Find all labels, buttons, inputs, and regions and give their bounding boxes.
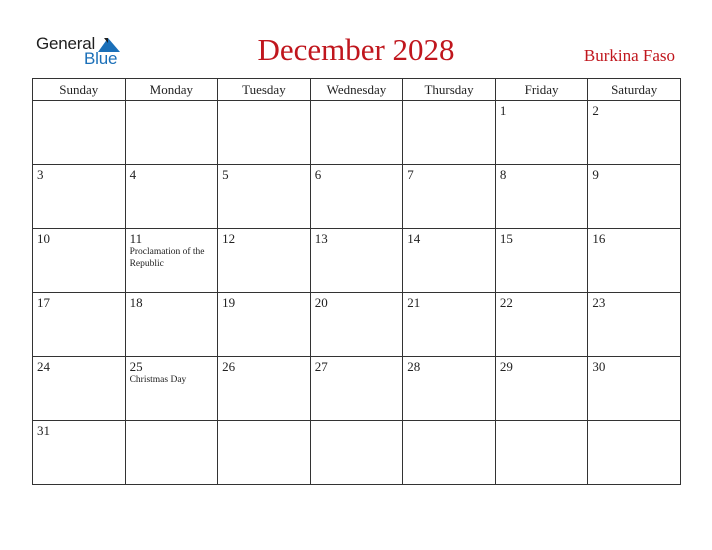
day-cell (125, 101, 218, 165)
week-row (33, 165, 681, 229)
weekday-header-wednesday: Wednesday (310, 79, 403, 101)
day-number: 5 (222, 167, 229, 182)
weekday-header-row (33, 79, 681, 101)
day-cell (495, 357, 588, 421)
day-number: 15 (499, 231, 513, 246)
day-cell (218, 229, 311, 293)
day-cell (588, 293, 681, 357)
day-number: 10 (37, 231, 50, 246)
day-cell (218, 421, 311, 485)
weekday-header-friday: Friday (495, 79, 588, 101)
day-number: 29 (499, 359, 513, 374)
day-number: 30 (592, 359, 606, 374)
day-cell (403, 101, 496, 165)
day-cell (588, 421, 681, 485)
day-number: 7 (407, 167, 414, 182)
day-cell (310, 229, 403, 293)
week-row (33, 421, 681, 485)
day-cell (403, 421, 496, 485)
day-cell (588, 165, 681, 229)
day-cell (495, 229, 588, 293)
day-cell (588, 101, 681, 165)
day-cell (588, 229, 681, 293)
day-cell (125, 421, 218, 485)
day-number: 14 (407, 231, 421, 246)
logo-text-general: General (36, 34, 96, 53)
day-cell (310, 357, 403, 421)
day-number: 6 (314, 167, 322, 182)
day-cell (125, 357, 218, 421)
day-number: 26 (222, 359, 236, 374)
day-cell (33, 101, 126, 165)
weekday-header-thursday: Thursday (403, 79, 496, 101)
weekday-header-tuesday: Tuesday (218, 79, 311, 101)
week-row (33, 357, 681, 421)
day-number: 19 (222, 295, 236, 310)
day-cell (403, 293, 496, 357)
week-row (33, 229, 681, 293)
day-number: 16 (592, 231, 606, 246)
day-cell (218, 357, 311, 421)
day-number: 1 (499, 103, 507, 118)
day-number: 18 (129, 295, 143, 310)
holiday-label: Christmas Day (129, 375, 187, 385)
day-number: 13 (314, 231, 328, 246)
day-number: 25 (129, 359, 143, 374)
day-cell (33, 357, 126, 421)
day-number: 11 (129, 231, 143, 246)
day-number: 24 (37, 359, 50, 374)
day-cell (310, 165, 403, 229)
day-cell (33, 421, 126, 485)
day-number: 12 (222, 231, 236, 246)
day-number: 8 (499, 167, 507, 182)
day-cell (310, 421, 403, 485)
day-cell (495, 101, 588, 165)
day-cell (403, 165, 496, 229)
weekday-header-sunday: Sunday (33, 79, 126, 101)
calendar-body (33, 101, 681, 485)
day-number: 20 (314, 295, 328, 310)
day-cell (495, 165, 588, 229)
day-cell (33, 293, 126, 357)
day-cell (218, 101, 311, 165)
month-title: December 2028 (257, 32, 455, 67)
week-row (33, 293, 681, 357)
day-cell (495, 293, 588, 357)
day-cell (403, 229, 496, 293)
day-number: 21 (407, 295, 421, 310)
day-cell (125, 229, 218, 293)
weekday-header-saturday: Saturday (588, 79, 681, 101)
day-number: 28 (407, 359, 421, 374)
day-number: 2 (592, 103, 599, 118)
calendar-grid (32, 78, 681, 485)
day-number: 22 (499, 295, 513, 310)
day-cell (310, 101, 403, 165)
day-cell (218, 293, 311, 357)
day-cell (495, 421, 588, 485)
country-name: Burkina Faso (583, 46, 675, 65)
weekday-header-monday: Monday (125, 79, 218, 101)
day-cell (403, 357, 496, 421)
day-cell (125, 293, 218, 357)
day-cell (588, 357, 681, 421)
day-number: 23 (592, 295, 606, 310)
logo-text-blue: Blue (84, 49, 118, 68)
day-cell (33, 229, 126, 293)
day-number: 17 (37, 295, 50, 310)
day-number: 3 (37, 167, 44, 182)
day-number: 27 (314, 359, 328, 374)
day-cell (218, 165, 311, 229)
day-cell (33, 165, 126, 229)
day-number: 4 (129, 167, 137, 182)
day-cell (310, 293, 403, 357)
holiday-label: Proclamation of the Republic (129, 247, 205, 269)
day-cell (125, 165, 218, 229)
day-number: 31 (37, 423, 50, 438)
week-row (33, 101, 681, 165)
day-number: 9 (592, 167, 599, 182)
